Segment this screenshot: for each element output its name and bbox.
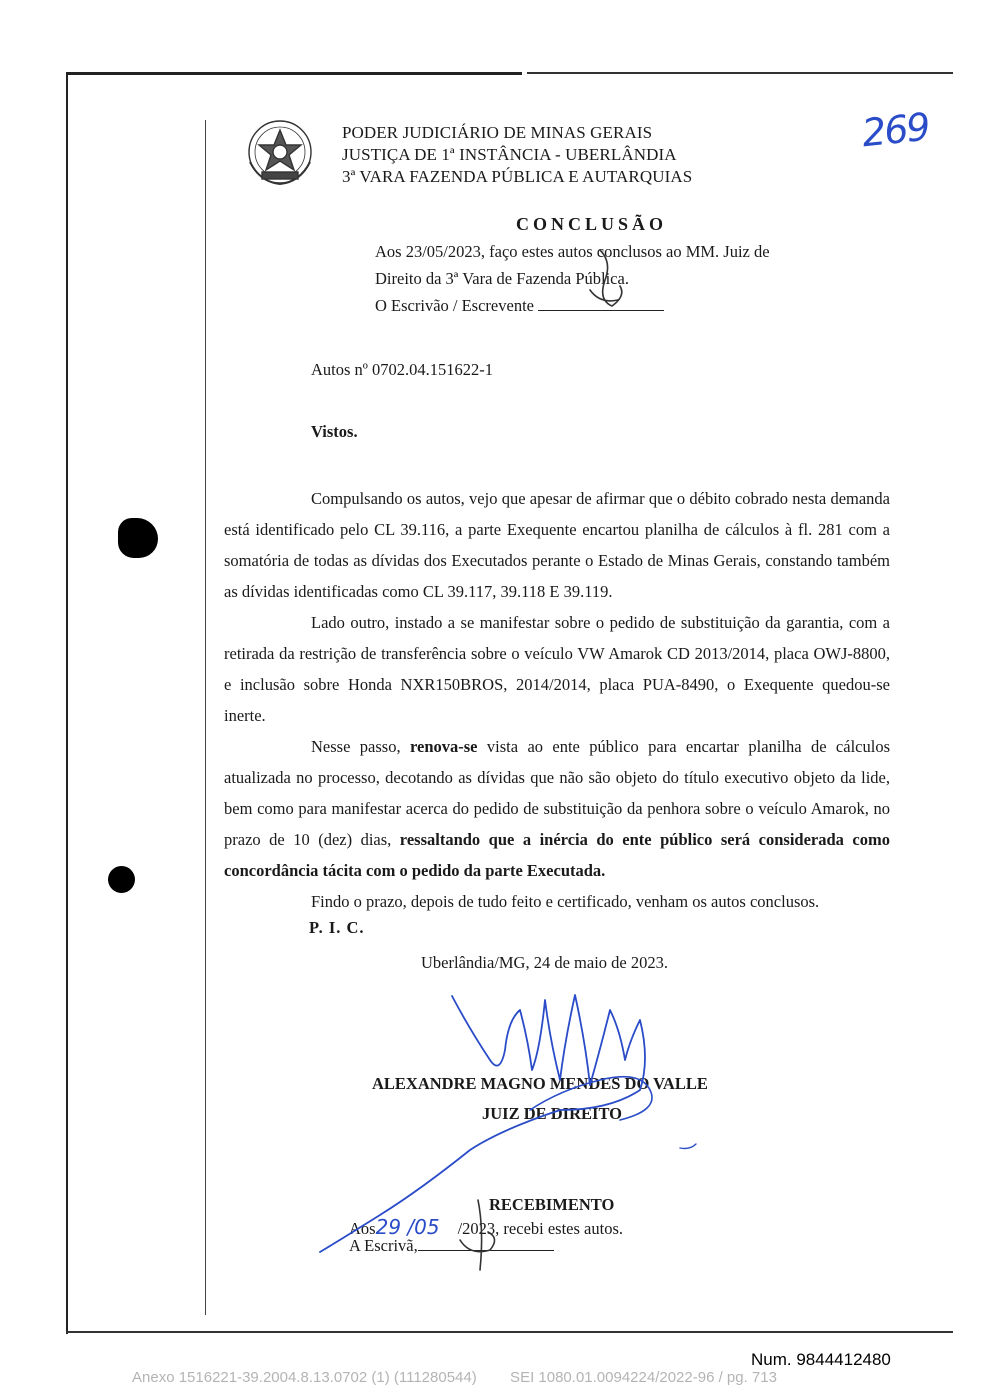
clerk-label: A Escrivã, [349,1236,418,1255]
clerk-initial-signature [590,250,622,306]
vistos-heading: Vistos. [311,422,358,441]
judge-signature [320,995,645,1252]
paragraph-text: vista ao ente público para encartar planilha de cálculos atualizada no processo, decotando as dívidas que não são objeto do título executivo objeto da lide, bem como para manifestar acerca do pedido de substituição da penhora sobre o veículo Amarok, no prazo de 10 (dez) dias, [224,737,890,849]
handwritten-folio-number: 269 [859,104,931,156]
recebimento-prefix: Aos [349,1219,376,1238]
paragraph-bold-text: renova-se [409,737,478,756]
pic-closing: P. I. C. [309,918,365,937]
case-number: Autos nº 0702.04.151622-1 [311,360,494,379]
conclusao-line: Direito da 3ª Vara de Fazenda Pública. [375,269,629,288]
date-place: Uberlândia/MG, 24 de maio de 2023. [421,953,668,972]
recebimento-suffix: /2023, recebi estes autos. [457,1219,624,1238]
recebimento-title: RECEBIMENTO [489,1195,615,1214]
header-line-court: PODER JUDICIÁRIO DE MINAS GERAIS [342,123,653,142]
clerk-label: O Escrivão / Escrevente [375,296,534,315]
judge-name: ALEXANDRE MAGNO MENDES DO VALLE [372,1074,708,1093]
conclusao-title: CONCLUSÃO [516,214,668,234]
header-line-instance: JUSTIÇA DE 1ª INSTÂNCIA - UBERLÂNDIA [342,145,677,164]
header-line-division: 3ª VARA FAZENDA PÚBLICA E AUTARQUIAS [342,167,693,186]
paragraph: Compulsando os autos, vejo que apesar de afirmar que o débito cobrado nesta demanda está identificado pelo CL 39.116, a parte Exequente encartou planilha de cálculos à fl. 281 com a somatória de todas as dívidas dos Executados perante o Estado de Minas Gerais, constando também as dívidas identificadas como CL 39.117, 39.118 E 39.119. [224,489,890,601]
document-number: Num. 9844412480 [751,1350,891,1369]
receipt-signature [460,1200,495,1270]
paragraph: Lado outro, instado a se manifestar sobre o pedido de substituição da garantia, com a retirada da restrição de transferência sobre o veículo VW Amarok CD 2013/2014, placa OWJ-8800, e inclusão sobre Honda NXR150BROS, 2014/2014, placa PUA-8490, o Exequente quedou-se inerte. [224,613,890,725]
paragraph-text: Nesse passo, [311,737,410,756]
judge-title: JUIZ DE DIREITO [482,1104,622,1123]
conclusao-line: Aos 23/05/2023, faço estes autos conclusos ao MM. Juiz de [375,242,770,261]
footer-metadata: Anexo 1516221-39.2004.8.13.0702 (1) (111280544) SEI 1080.01.0094224/2022-96 / pg. 713 [132,1369,777,1386]
pen-tick [680,1144,696,1149]
paragraph: Findo o prazo, depois de tudo feito e certificado, venham os autos conclusos. [311,892,820,911]
paragraph-bold-text: ressaltando que a inércia do ente público será considerada como concordância tácita com o pedido da parte Executada. [224,830,890,880]
handwritten-date: 29 /05 [375,1215,440,1239]
